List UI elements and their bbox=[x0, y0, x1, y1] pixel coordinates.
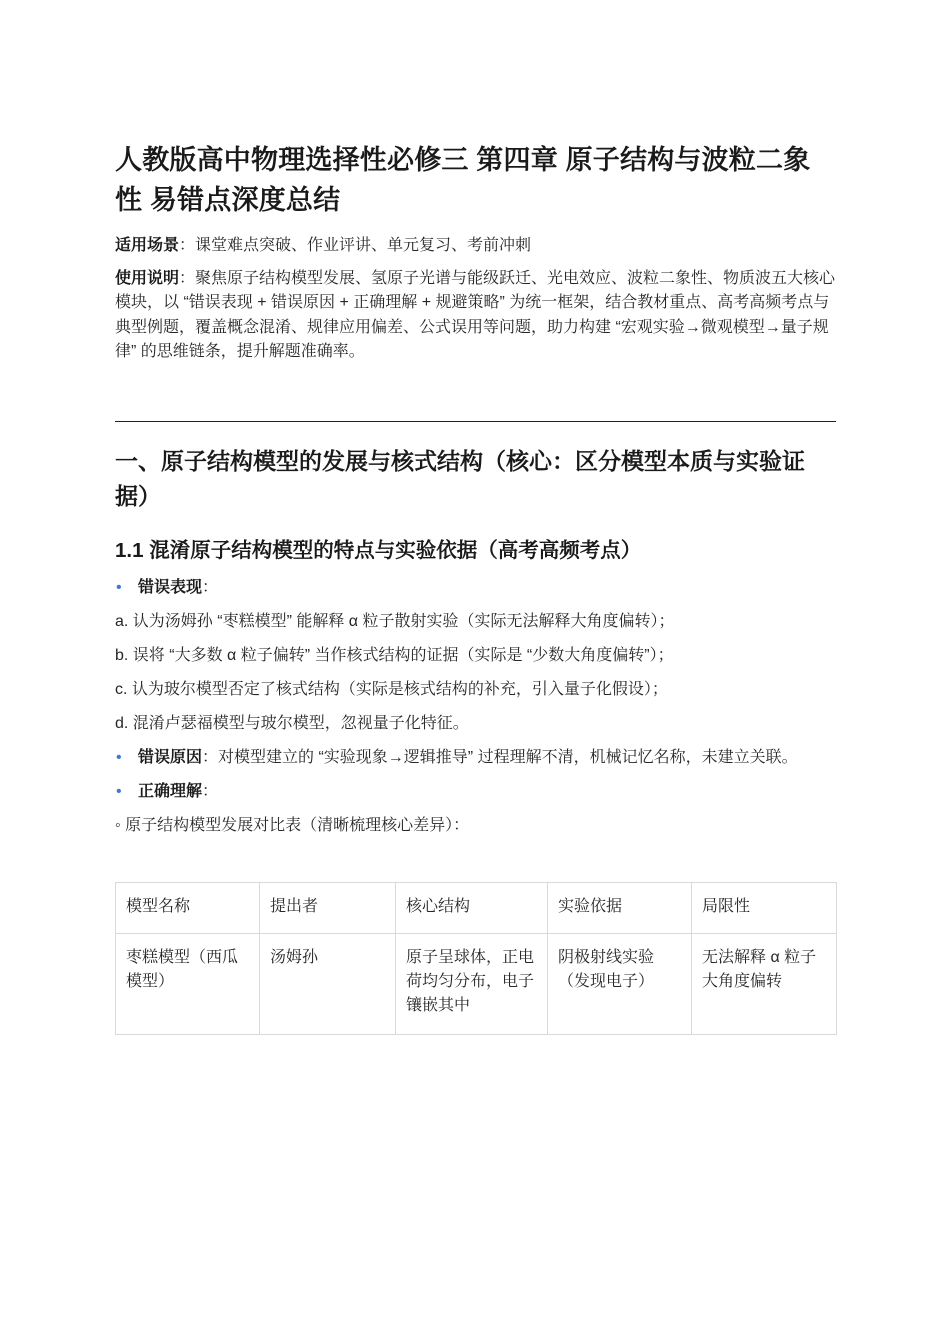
scene-line bbox=[115, 234, 836, 259]
scene-label: 适用场景 bbox=[115, 237, 180, 254]
cell-evidence: 阴极射线实验（发现电子） bbox=[548, 933, 692, 1034]
section-title: 一、原子结构模型的发展与核式结构（核心：区分模型本质与实验证据） bbox=[115, 447, 805, 509]
header-evidence: 实验依据 bbox=[548, 882, 692, 933]
correct-label: 正确理解 bbox=[138, 782, 203, 800]
scene-text: ：课堂难点突破、作业评讲、单元复习、考前冲刺 bbox=[179, 237, 532, 254]
error-label: 错误表现 bbox=[138, 578, 203, 596]
bullet-dot-icon: • bbox=[116, 782, 122, 800]
header-proposer: 提出者 bbox=[260, 882, 396, 933]
model-comparison-table bbox=[115, 882, 837, 1035]
usage-text: ：聚焦原子结构模型发展、氢原子光谱与能级跃迁、光电效应、波粒二象性、物质波五大核心模块，以 “错误表现 + 错误原因 + 正确理解 + 规避策略” 为统一框架，结合教材重点、高考高频考点与典型例题，覆盖概念混淆、规律应用偏差、公式误用等问题，助力构建 “宏观实验→微观模型→量子规律” 的思维链条，提升解题准确率。 bbox=[115, 269, 836, 360]
cell-limitation: 无法解释 α 粒子大角度偏转 bbox=[692, 933, 837, 1034]
cause-label: 错误原因 bbox=[138, 748, 203, 766]
correct-suffix: ： bbox=[202, 782, 219, 800]
document-title: 人教版高中物理选择性必修三 第四章 原子结构与波粒二象性 易错点深度总结 bbox=[115, 145, 811, 215]
error-item-c: c. 认为玻尔模型否定了核式结构（实际是核式结构的补充，引入量子化假设）； bbox=[115, 680, 668, 698]
error-item-a: a. 认为汤姆孙 “枣糕模型” 能解释 α 粒子散射实验（实际无法解释大角度偏转）； bbox=[115, 612, 675, 630]
cell-proposer: 汤姆孙 bbox=[260, 933, 396, 1034]
usage-paragraph bbox=[115, 267, 836, 365]
cause-text: ：对模型建立的 “实验现象→逻辑推导” 过程理解不清，机械记忆名称，未建立关联。 bbox=[202, 748, 798, 766]
bullet-dot-icon: • bbox=[116, 748, 122, 766]
table-header-row bbox=[116, 882, 837, 933]
usage-label: 使用说明 bbox=[115, 269, 180, 287]
cause-bullet bbox=[115, 746, 836, 769]
error-suffix: ： bbox=[202, 578, 219, 596]
header-model-name: 模型名称 bbox=[116, 882, 260, 933]
error-item-b: b. 误将 “大多数 α 粒子偏转” 当作核式结构的证据（实际是 “少数大角度偏转”）； bbox=[115, 646, 674, 664]
section-divider bbox=[115, 421, 836, 422]
error-bullet bbox=[115, 576, 836, 599]
cell-core-structure: 原子呈球体，正电荷均匀分布，电子镶嵌其中 bbox=[396, 933, 548, 1034]
bullet-dot-icon: • bbox=[116, 578, 122, 596]
correct-bullet bbox=[115, 780, 836, 803]
error-item-d: d. 混淆卢瑟福模型与玻尔模型，忽视量子化特征。 bbox=[115, 714, 469, 732]
table-row bbox=[116, 933, 837, 1034]
header-core-structure: 核心结构 bbox=[396, 882, 548, 933]
header-limitation: 局限性 bbox=[692, 882, 837, 933]
document-page bbox=[115, 140, 836, 1035]
table-intro: ◦ 原子结构模型发展对比表（清晰梳理核心差异）： bbox=[115, 816, 470, 834]
cell-model-name: 枣糕模型（西瓜模型） bbox=[116, 933, 260, 1034]
subsection-title: 1.1 混淆原子结构模型的特点与实验依据（高考高频考点） bbox=[115, 538, 642, 562]
